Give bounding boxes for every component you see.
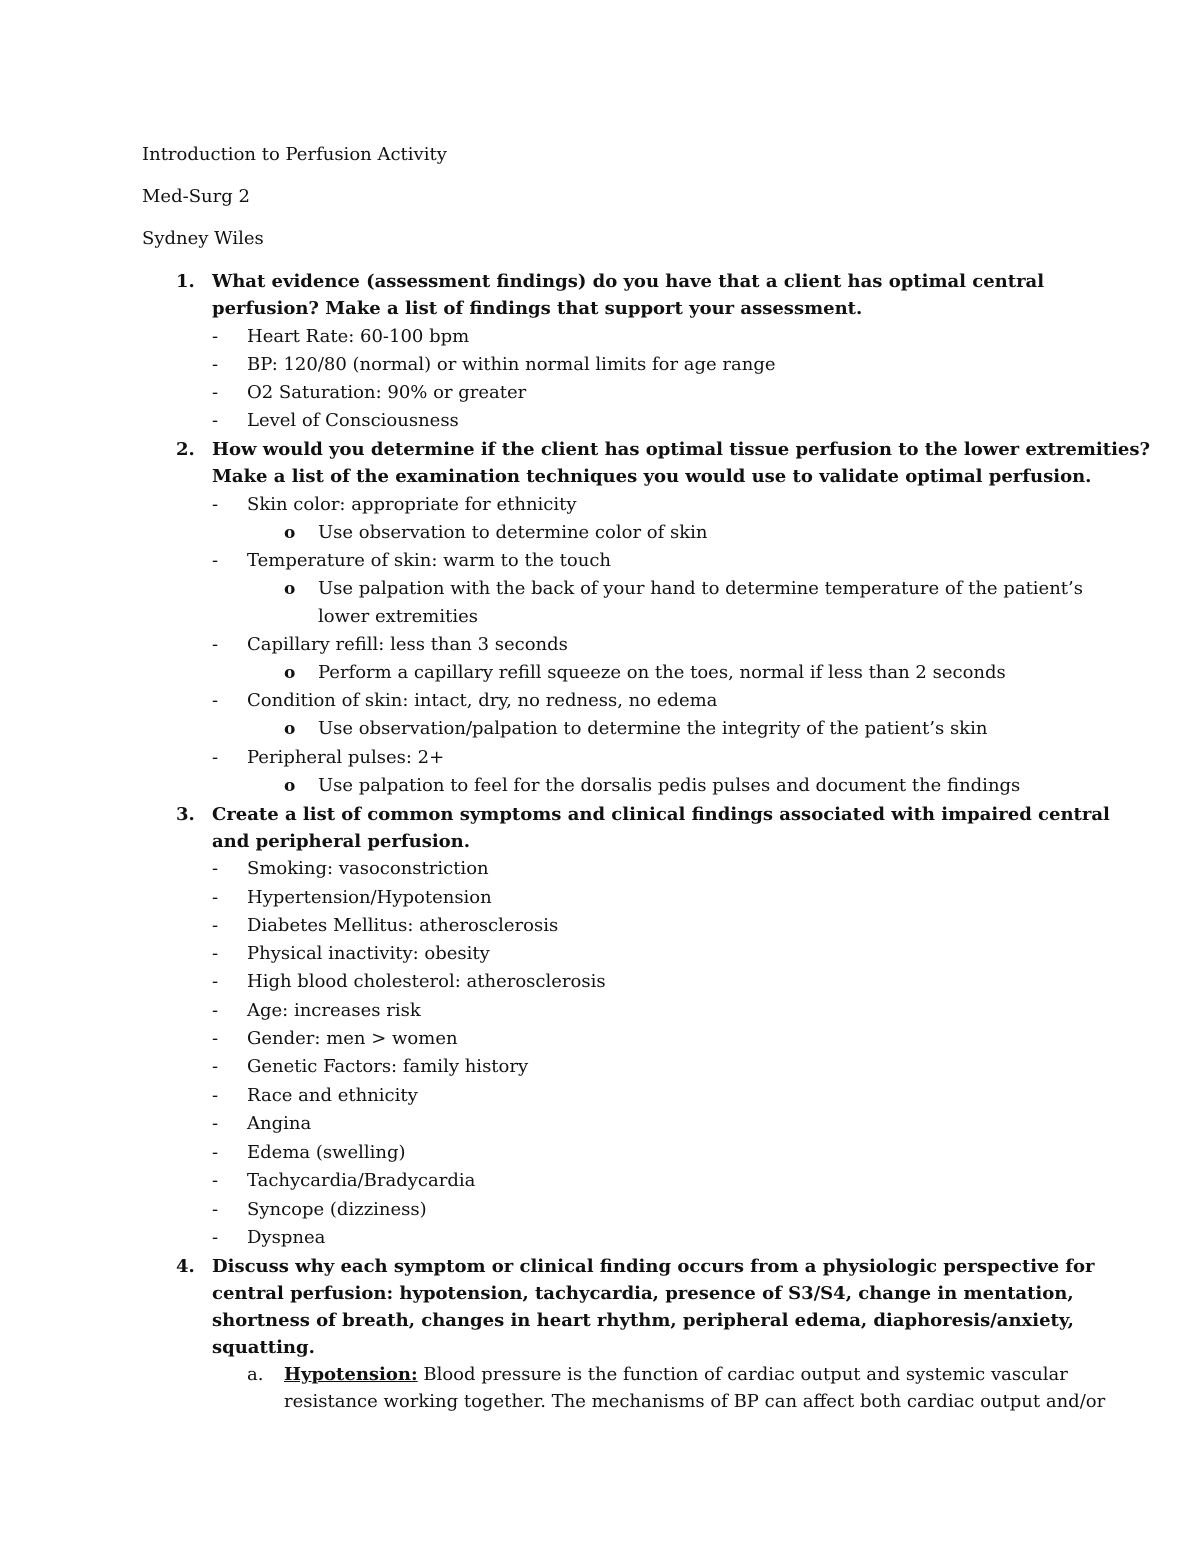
- question-2-text-cont: Make a list of the examination techniques you would use to validate optimal perfusion.: [212, 466, 1092, 487]
- subitem-marker-a: a.: [247, 1364, 264, 1385]
- course-name: Med-Surg 2: [142, 186, 250, 207]
- q2-item: Capillary refill: less than 3 seconds: [247, 634, 568, 655]
- q3-item: Physical inactivity: obesity: [247, 943, 490, 964]
- dash-bullet: -: [212, 1028, 219, 1049]
- question-1-number: 1.: [176, 271, 195, 292]
- question-3-text-cont: and peripheral perfusion.: [212, 831, 471, 852]
- dash-bullet: -: [212, 1142, 219, 1163]
- dash-bullet: -: [212, 887, 219, 908]
- dash-bullet: -: [212, 634, 219, 655]
- q1-item: Level of Consciousness: [247, 410, 459, 431]
- dash-bullet: -: [212, 382, 219, 403]
- hypotension-term: Hypotension:: [284, 1364, 418, 1385]
- q3-item: Syncope (dizziness): [247, 1199, 427, 1220]
- hypotension-paragraph: [284, 1361, 1068, 1389]
- dash-bullet: -: [212, 550, 219, 571]
- q1-item: BP: 120/80 (normal) or within normal limits for age range: [247, 354, 776, 375]
- circle-bullet-icon: o: [284, 523, 296, 543]
- circle-bullet-icon: o: [284, 719, 296, 739]
- question-3-number: 3.: [176, 804, 195, 825]
- dash-bullet: -: [212, 1199, 219, 1220]
- q2-subitem: Use observation/palpation to determine the integrity of the patient’s skin: [318, 718, 988, 739]
- q3-item: Genetic Factors: family history: [247, 1056, 529, 1077]
- q2-item: Condition of skin: intact, dry, no redness, no edema: [247, 690, 718, 711]
- document-title: Introduction to Perfusion Activity: [142, 144, 447, 165]
- question-1-text: What evidence (assessment findings) do you have that a client has optimal central: [212, 271, 1045, 292]
- question-4-text-cont: central perfusion: hypotension, tachycardia, presence of S3/S4, change in mentation,: [212, 1283, 1074, 1304]
- q2-item: Peripheral pulses: 2+: [247, 747, 445, 768]
- q2-subitem: Perform a capillary refill squeeze on the toes, normal if less than 2 seconds: [318, 662, 1006, 683]
- dash-bullet: -: [212, 494, 219, 515]
- dash-bullet: -: [212, 354, 219, 375]
- question-2-number: 2.: [176, 439, 195, 460]
- dash-bullet: -: [212, 1170, 219, 1191]
- q2-item: Temperature of skin: warm to the touch: [247, 550, 612, 571]
- question-4-text-cont: shortness of breath, changes in heart rhythm, peripheral edema, diaphoresis/anxiety,: [212, 1310, 1074, 1331]
- question-3-text: Create a list of common symptoms and clinical findings associated with impaired central: [212, 804, 1110, 825]
- dash-bullet: -: [212, 915, 219, 936]
- q2-subitem: Use observation to determine color of skin: [318, 522, 708, 543]
- hypotension-text: Blood pressure is the function of cardiac output and systemic vascular: [417, 1364, 1068, 1385]
- circle-bullet-icon: o: [284, 776, 296, 796]
- dash-bullet: -: [212, 410, 219, 431]
- dash-bullet: -: [212, 1085, 219, 1106]
- dash-bullet: -: [212, 326, 219, 347]
- q3-item: Tachycardia/Bradycardia: [247, 1170, 476, 1191]
- dash-bullet: -: [212, 971, 219, 992]
- q3-item: Hypertension/Hypotension: [247, 887, 492, 908]
- q3-item: Age: increases risk: [247, 1000, 421, 1021]
- dash-bullet: -: [212, 858, 219, 879]
- question-4-text: Discuss why each symptom or clinical finding occurs from a physiologic perspective for: [212, 1256, 1095, 1277]
- author-name: Sydney Wiles: [142, 228, 264, 249]
- q2-subitem: Use palpation with the back of your hand to determine temperature of the patient’s: [318, 578, 1083, 599]
- dash-bullet: -: [212, 943, 219, 964]
- question-4-number: 4.: [176, 1256, 195, 1277]
- q3-item: Gender: men > women: [247, 1028, 458, 1049]
- circle-bullet-icon: o: [284, 663, 296, 683]
- q3-item: Diabetes Mellitus: atherosclerosis: [247, 915, 559, 936]
- q3-item: Smoking: vasoconstriction: [247, 858, 489, 879]
- question-1-text-cont: perfusion? Make a list of findings that support your assessment.: [212, 298, 863, 319]
- dash-bullet: -: [212, 747, 219, 768]
- dash-bullet: -: [212, 1113, 219, 1134]
- q1-item: Heart Rate: 60-100 bpm: [247, 326, 470, 347]
- circle-bullet-icon: o: [284, 579, 296, 599]
- q3-item: Angina: [247, 1113, 312, 1134]
- question-2-text: How would you determine if the client has optimal tissue perfusion to the lower extremities?: [212, 439, 1151, 460]
- q3-item: High blood cholesterol: atherosclerosis: [247, 971, 606, 992]
- dash-bullet: -: [212, 1227, 219, 1248]
- q1-item: O2 Saturation: 90% or greater: [247, 382, 527, 403]
- dash-bullet: -: [212, 1056, 219, 1077]
- q2-item: Skin color: appropriate for ethnicity: [247, 494, 577, 515]
- dash-bullet: -: [212, 1000, 219, 1021]
- q3-item: Dyspnea: [247, 1227, 326, 1248]
- question-4-text-cont: squatting.: [212, 1337, 315, 1358]
- hypotension-text-cont: resistance working together. The mechanisms of BP can affect both cardiac output and/or: [284, 1391, 1106, 1412]
- q3-item: Edema (swelling): [247, 1142, 406, 1163]
- q2-subitem: Use palpation to feel for the dorsalis pedis pulses and document the findings: [318, 775, 1021, 796]
- q3-item: Race and ethnicity: [247, 1085, 418, 1106]
- dash-bullet: -: [212, 690, 219, 711]
- q2-subitem-cont: lower extremities: [318, 606, 478, 627]
